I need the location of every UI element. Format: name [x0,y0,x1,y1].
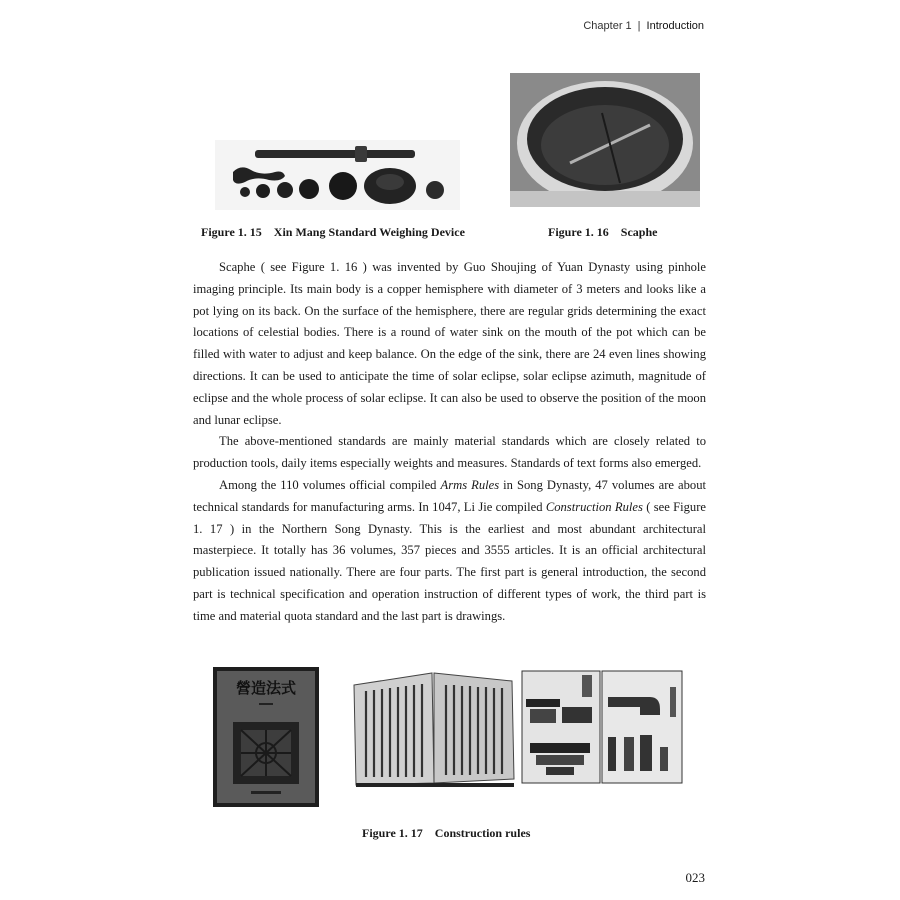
figure-1-15-caption: Figure 1. 15 Xin Mang Standard Weighing Device [201,225,465,239]
book-cover-title: 營造法式 [235,679,297,697]
figure-1-17-caption: Figure 1. 17 Construction rules [362,826,531,840]
figure-1-16-caption: Figure 1. 16 Scaphe [548,225,658,239]
running-header [583,20,704,32]
figure-scaphe [510,73,700,207]
book-cover-image [213,667,319,807]
header-separator: | [637,20,641,32]
section-label: Introduction [646,20,704,32]
open-book-text-image [352,667,516,789]
construction-rules-title: Construction Rules [545,499,643,514]
weighing-device-image [215,140,460,210]
figure-open-book-drawings [520,667,686,791]
scaphe-image [510,73,700,207]
p3-text-a: Among the 110 volumes official compiled [219,477,441,492]
paragraph-scaphe: Scaphe ( see Figure 1. 16 ) was invented by Guo Shoujing of Yuan Dynasty using pinhole imaging principle. Its main body is a copper hemisphere with diameter of 3 meters and looks like a pot lying on its back. On the surface of the hemisphere, there are regular grids determining the exact locations of celestial bodies. There is a round of water sink on the mouth of the pot which can be filled with water to adjust and keep balance. On the edge of the sink, there are 24 even lines showing directions. It can be used to anticipate the time of solar eclipse, solar eclipse azimuth, magnitude of eclipse and the whole process of solar eclipse. It can also be used to observe the position of the moon and lunar eclipse. [193,260,706,427]
body-text [193,257,706,628]
p3-text-c: ( see Figure 1. 17 ) in the Northern Song Dynasty. This is the earliest and most abundant architectural masterpiece. It totally has 36 volumes, 357 pieces and 3555 articles. It is an official architectural publication issued nationally. There are four parts. The first part is general introduction, the second part is technical specification and operation instruction of different types of work, the third part is time and material quota standard and the last part is drawings. [193,499,706,623]
open-book-drawings-image [520,667,686,791]
page-number: 023 [685,870,705,885]
arms-rules-title: Arms Rules [440,477,500,492]
figure-weighing-device [215,140,460,210]
p3-text-b: in Song Dynasty, 47 volumes are about technical standards for manufacturing arms. In 1047, Li Jie compiled [193,477,706,514]
figure-book-cover [213,667,319,807]
chapter-label: Chapter 1 [583,20,632,32]
paragraph-material-standards: The above-mentioned standards are mainly material standards which are closely related to production tools, daily items especially weights and measures. Standards of text forms also emerged. [193,434,706,471]
paragraph-construction-rules [193,475,706,628]
figure-open-book-text [352,667,516,789]
